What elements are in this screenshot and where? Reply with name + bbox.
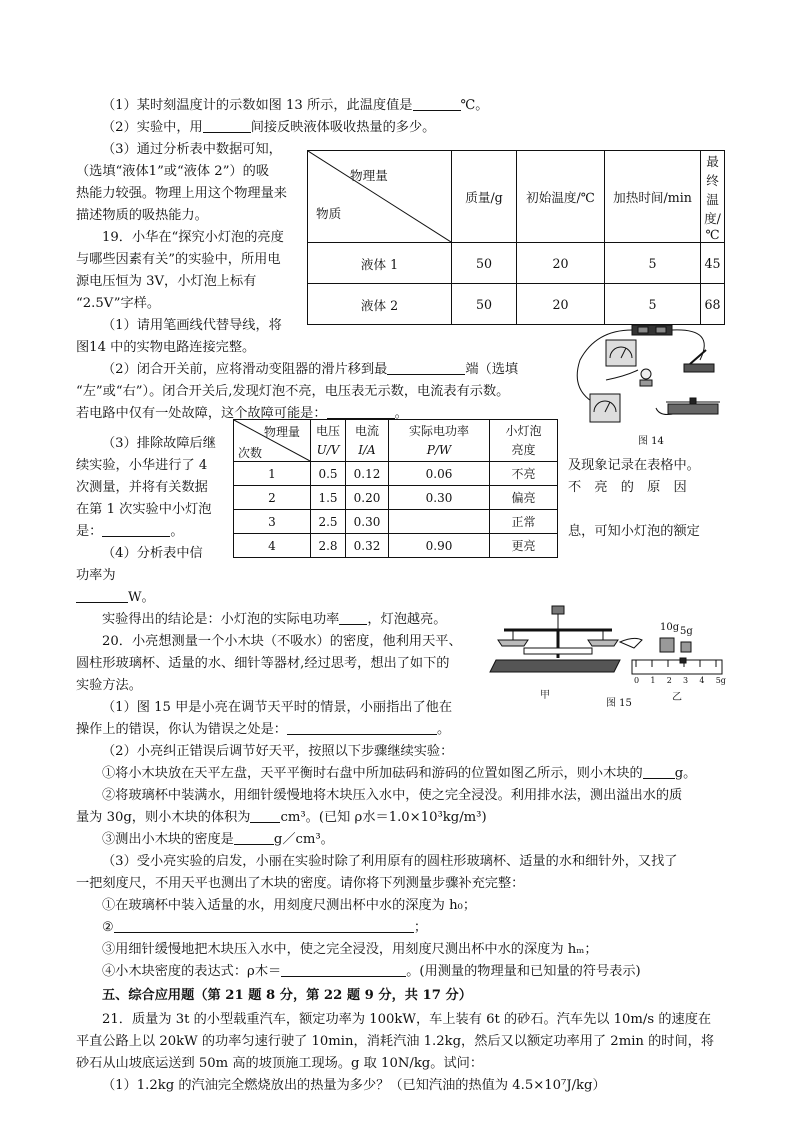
diag-top-label: 物理量 (350, 168, 388, 183)
cell: 3 (234, 510, 311, 534)
q19-intro: 19．小华在“探究小灯泡的亮度 (102, 230, 284, 245)
cell: 液体 2 (308, 284, 452, 325)
answer-blank[interactable] (339, 610, 367, 625)
header-unit: U/V (316, 442, 340, 457)
text: ，灯泡越亮。 (367, 612, 447, 627)
answer-blank[interactable] (76, 588, 128, 603)
cell: 0.30 (389, 486, 490, 510)
diagonal-header (234, 420, 311, 462)
cell: 50 (452, 243, 517, 284)
header-cell (346, 420, 389, 462)
text: ①将小木块放在天平左盘，天平平衡时右盘中所加砝码和游码的位置如图乙所示，则小木块的 (102, 766, 643, 781)
header-cell: 最终温度/℃ (701, 151, 725, 243)
q19-part3: （3）排除故障后继 (102, 436, 216, 451)
text: cm³。(已知 ρ水＝1.0×10³kg/m³) (280, 810, 487, 825)
header-cell: 质量/g (452, 151, 517, 243)
cell: 0.32 (346, 534, 389, 558)
tick-label: 1 (650, 676, 656, 685)
cell: 更亮 (490, 534, 558, 558)
answer-blank[interactable] (413, 96, 461, 111)
q20-part2: （2）小亮纠正错误后调节好天平，按照以下步骤继续实验： (102, 744, 454, 759)
table-row (234, 510, 558, 534)
answer-blank[interactable] (387, 360, 465, 375)
text: g／cm³。 (273, 832, 334, 847)
text: （2）闭合开关前，应将滑动变阻器的滑片移到最 (102, 362, 388, 377)
q18-part3: （3）通过分析表中数据可知， (102, 142, 282, 157)
figure-14-circuit (566, 320, 726, 445)
q20-part3: （3）受小亮实验的启发，小丽在实验时除了利用原有的圆柱形玻璃杯、适量的水和细针外，又找了 (102, 854, 678, 869)
header-unit: I/A (358, 442, 376, 457)
q19-part2 (76, 360, 518, 380)
cell: 20 (517, 243, 605, 284)
text: 。 (170, 524, 184, 539)
answer-blank[interactable] (114, 918, 414, 933)
header-cell: 初始温度/℃ (517, 151, 605, 243)
cell: 0.06 (389, 462, 490, 486)
text-line: 图14 中的实物电路连接完整。 (76, 340, 256, 355)
answer-blank[interactable] (281, 962, 406, 977)
text-line: 功率为 (76, 568, 116, 583)
cell: 4 (234, 534, 311, 558)
text-line: 热能力较强。物理上用这个物理量来 (76, 186, 287, 201)
answer-blank[interactable] (643, 764, 675, 779)
q18-part2 (76, 118, 435, 138)
text: 。(用测量的物理量和已知量的符号表示) (406, 964, 641, 979)
cell: 2.5 (311, 510, 346, 534)
cell: 1 (234, 462, 311, 486)
weight-label: 5g (680, 626, 693, 637)
text: ④小木块密度的表达式：ρ木＝ (102, 964, 282, 979)
tick-label: 4 (699, 676, 705, 685)
cell: 偏亮 (490, 486, 558, 510)
cell: 2.8 (311, 534, 346, 558)
q20-step-a: ①在玻璃杯中装入适量的水，用刻度尺测出杯中水的深度为 h₀； (102, 898, 477, 913)
text-line: 源电压恒为 3V，小灯泡上标有 (76, 274, 257, 289)
text-line (76, 522, 184, 542)
figure-15-balance (484, 600, 729, 708)
text: ② (102, 920, 114, 935)
text: ③测出小木块的密度是 (102, 832, 234, 847)
sub-figure-label: 甲 (540, 690, 550, 701)
q19-part4: （4）分析表中信 (102, 546, 203, 561)
cell: 不亮 (490, 462, 558, 486)
circuit-diagram (566, 320, 726, 432)
cell: 20 (517, 284, 605, 325)
diag-bottom-label: 物质 (316, 206, 342, 221)
q21-intro: 21．质量为 3t 的小型载重汽车，额定功率为 100kW，车上装有 6t 的砂石。汽车先以 10m/s 的速度在 (102, 1012, 712, 1027)
header-unit: P/W (426, 442, 452, 457)
text-line: 及现象记录在表格中。 (568, 458, 700, 473)
cell: 1.5 (311, 486, 346, 510)
table-row (234, 486, 558, 510)
text-line: “2.5V”字样。 (76, 296, 161, 311)
sub-figure-label: 乙 (672, 692, 682, 703)
diagonal-header (308, 151, 452, 243)
table-row (308, 284, 725, 325)
text: 操作上的错误，你认为错误之处是： (76, 722, 287, 737)
section-heading: 五、综合应用题（第 21 题 8 分，第 22 题 9 分，共 17 分） (102, 988, 472, 1003)
q20-step-d (76, 962, 641, 982)
q20-step-b (76, 918, 427, 938)
text-line: 在第 1 次实验中小灯泡 (76, 502, 212, 517)
text: 间接反映液体吸收热量的多少。 (250, 120, 436, 135)
text: （1）某时刻温度计的示数如图 13 所示，此温度值是 (102, 98, 413, 113)
liquid-heat-table (307, 150, 725, 325)
text-line: 描述物质的吸热能力。 (76, 208, 208, 223)
text: 。 (394, 406, 408, 421)
q18-part1 (76, 96, 488, 116)
header-cell (389, 420, 490, 462)
text-line: 圆柱形玻璃杯、适量的水、细针等器材,经过思考，想出了如下的 (76, 656, 450, 671)
cell: 0.90 (389, 534, 490, 558)
text: 。 (437, 722, 451, 737)
header-cell (311, 420, 346, 462)
tick-label: 2 (666, 676, 672, 685)
text-line: 息，可知小灯泡的额定 (568, 524, 700, 539)
text-line: “左”或“右”）。闭合开关后,发现灯泡不亮，电压表无示数，电流表有示数。 (76, 384, 510, 399)
cell: 0.30 (346, 510, 389, 534)
cell: 5 (605, 243, 701, 284)
answer-blank[interactable] (203, 118, 251, 133)
text-line: 一把刻度尺，不用天平也测出了木块的密度。请你将下列测量步骤补充完整： (76, 876, 525, 891)
text: 若电路中仅有一处故障，这个故障可能是： (76, 406, 327, 421)
text-line (76, 808, 487, 828)
cell[interactable] (389, 510, 490, 534)
header-name: 电压 (315, 423, 340, 438)
cell: 0.20 (346, 486, 389, 510)
text-line: 次测量，并将有关数据 (76, 480, 208, 495)
cell: 50 (452, 284, 517, 325)
text-line: 平直公路上以 20kW 的功率匀速行驶了 10min，消耗汽油 1.2kg，然后又以额定功率用了 2min 的时间，将 (76, 1034, 715, 1049)
cell: 正常 (490, 510, 558, 534)
q20-step-c: ③用细针缓慢地把木块压入水中，使之完全浸没，用刻度尺测出杯中水的深度为 hₘ； (102, 942, 598, 957)
q21-part1: （1）1.2kg 的汽油完全燃烧放出的热量为多少？（已知汽油的热值为 4.5×10⁷J/kg） (102, 1078, 606, 1093)
q20-step1 (76, 764, 696, 784)
header-name: 小灯泡 (505, 423, 542, 438)
table-row (308, 243, 725, 284)
cell: 液体 1 (308, 243, 452, 284)
text-line: 砂石从山坡底运送到 50m 高的坡顶施工现场。g 取 10N/kg。试问： (76, 1056, 484, 1071)
text: 实验得出的结论是：小灯泡的实际电功率 (102, 612, 340, 627)
cell: 45 (701, 243, 725, 284)
cell: 2 (234, 486, 311, 510)
text-line (76, 588, 155, 608)
cell: 0.5 (311, 462, 346, 486)
tick-label: 0 (634, 676, 640, 685)
q20-step3 (76, 830, 334, 850)
tick-label: 5g (715, 676, 726, 685)
text-line: 实验方法。 (76, 678, 142, 693)
tick-label: 3 (683, 676, 689, 685)
answer-blank[interactable] (234, 830, 274, 845)
cell: 0.12 (346, 462, 389, 486)
text-line: （选填“液体1”或“液体 2”）的吸 (76, 164, 270, 179)
ruler-scale (634, 676, 726, 685)
header-cell: 加热时间/min (605, 151, 701, 243)
header-name: 实际电功率 (408, 423, 469, 438)
answer-blank[interactable] (102, 522, 170, 537)
header-cell (490, 420, 558, 462)
cell: 68 (701, 284, 725, 325)
answer-blank[interactable] (250, 808, 280, 823)
header-unit: 亮度 (511, 442, 536, 457)
text: ； (413, 920, 428, 935)
text-line (76, 720, 450, 740)
q19-conclusion (76, 610, 447, 630)
q20-intro: 20．小亮想测量一个小木块（不吸水）的密度，他利用天平、 (102, 634, 462, 649)
text: 量为 30g，则小木块的体积为 (76, 810, 251, 825)
figure-caption: 图 14 (638, 436, 664, 447)
text-line: 与哪些因素有关”的实验中，所用电 (76, 252, 281, 267)
q20-step2: ②将玻璃杯中装满水，用细针缓慢地将木块压入水中，使之完全浸没。利用排水法，测出溢出水的质 (102, 788, 683, 803)
table-row (234, 462, 558, 486)
q19-part1: （1）请用笔画线代替导线，将 (102, 318, 282, 333)
answer-blank[interactable] (327, 404, 395, 419)
text: W。 (128, 590, 155, 605)
cell: 5 (605, 284, 701, 325)
weight-label: 10g (660, 622, 680, 633)
text-line: 不 亮 的 原 因 (568, 480, 687, 495)
answer-blank[interactable] (287, 720, 437, 735)
text-line: 续实验，小华进行了 4 (76, 458, 208, 473)
diag-top-label: 物理量 (264, 425, 301, 439)
table-row (234, 534, 558, 558)
text: ℃。 (460, 98, 489, 113)
q20-part1: （1）图 15 甲是小亮在调节天平时的情景，小丽指出了他在 (102, 700, 453, 715)
bulb-power-table (233, 419, 558, 558)
header-name: 电流 (354, 423, 379, 438)
diag-bottom-label: 次数 (238, 446, 263, 460)
text: 是： (76, 524, 103, 539)
text: （2）实验中，用 (102, 120, 203, 135)
text: 端（选填 (465, 362, 519, 377)
figure-caption: 图 15 (606, 698, 632, 709)
text: g。 (674, 766, 697, 781)
